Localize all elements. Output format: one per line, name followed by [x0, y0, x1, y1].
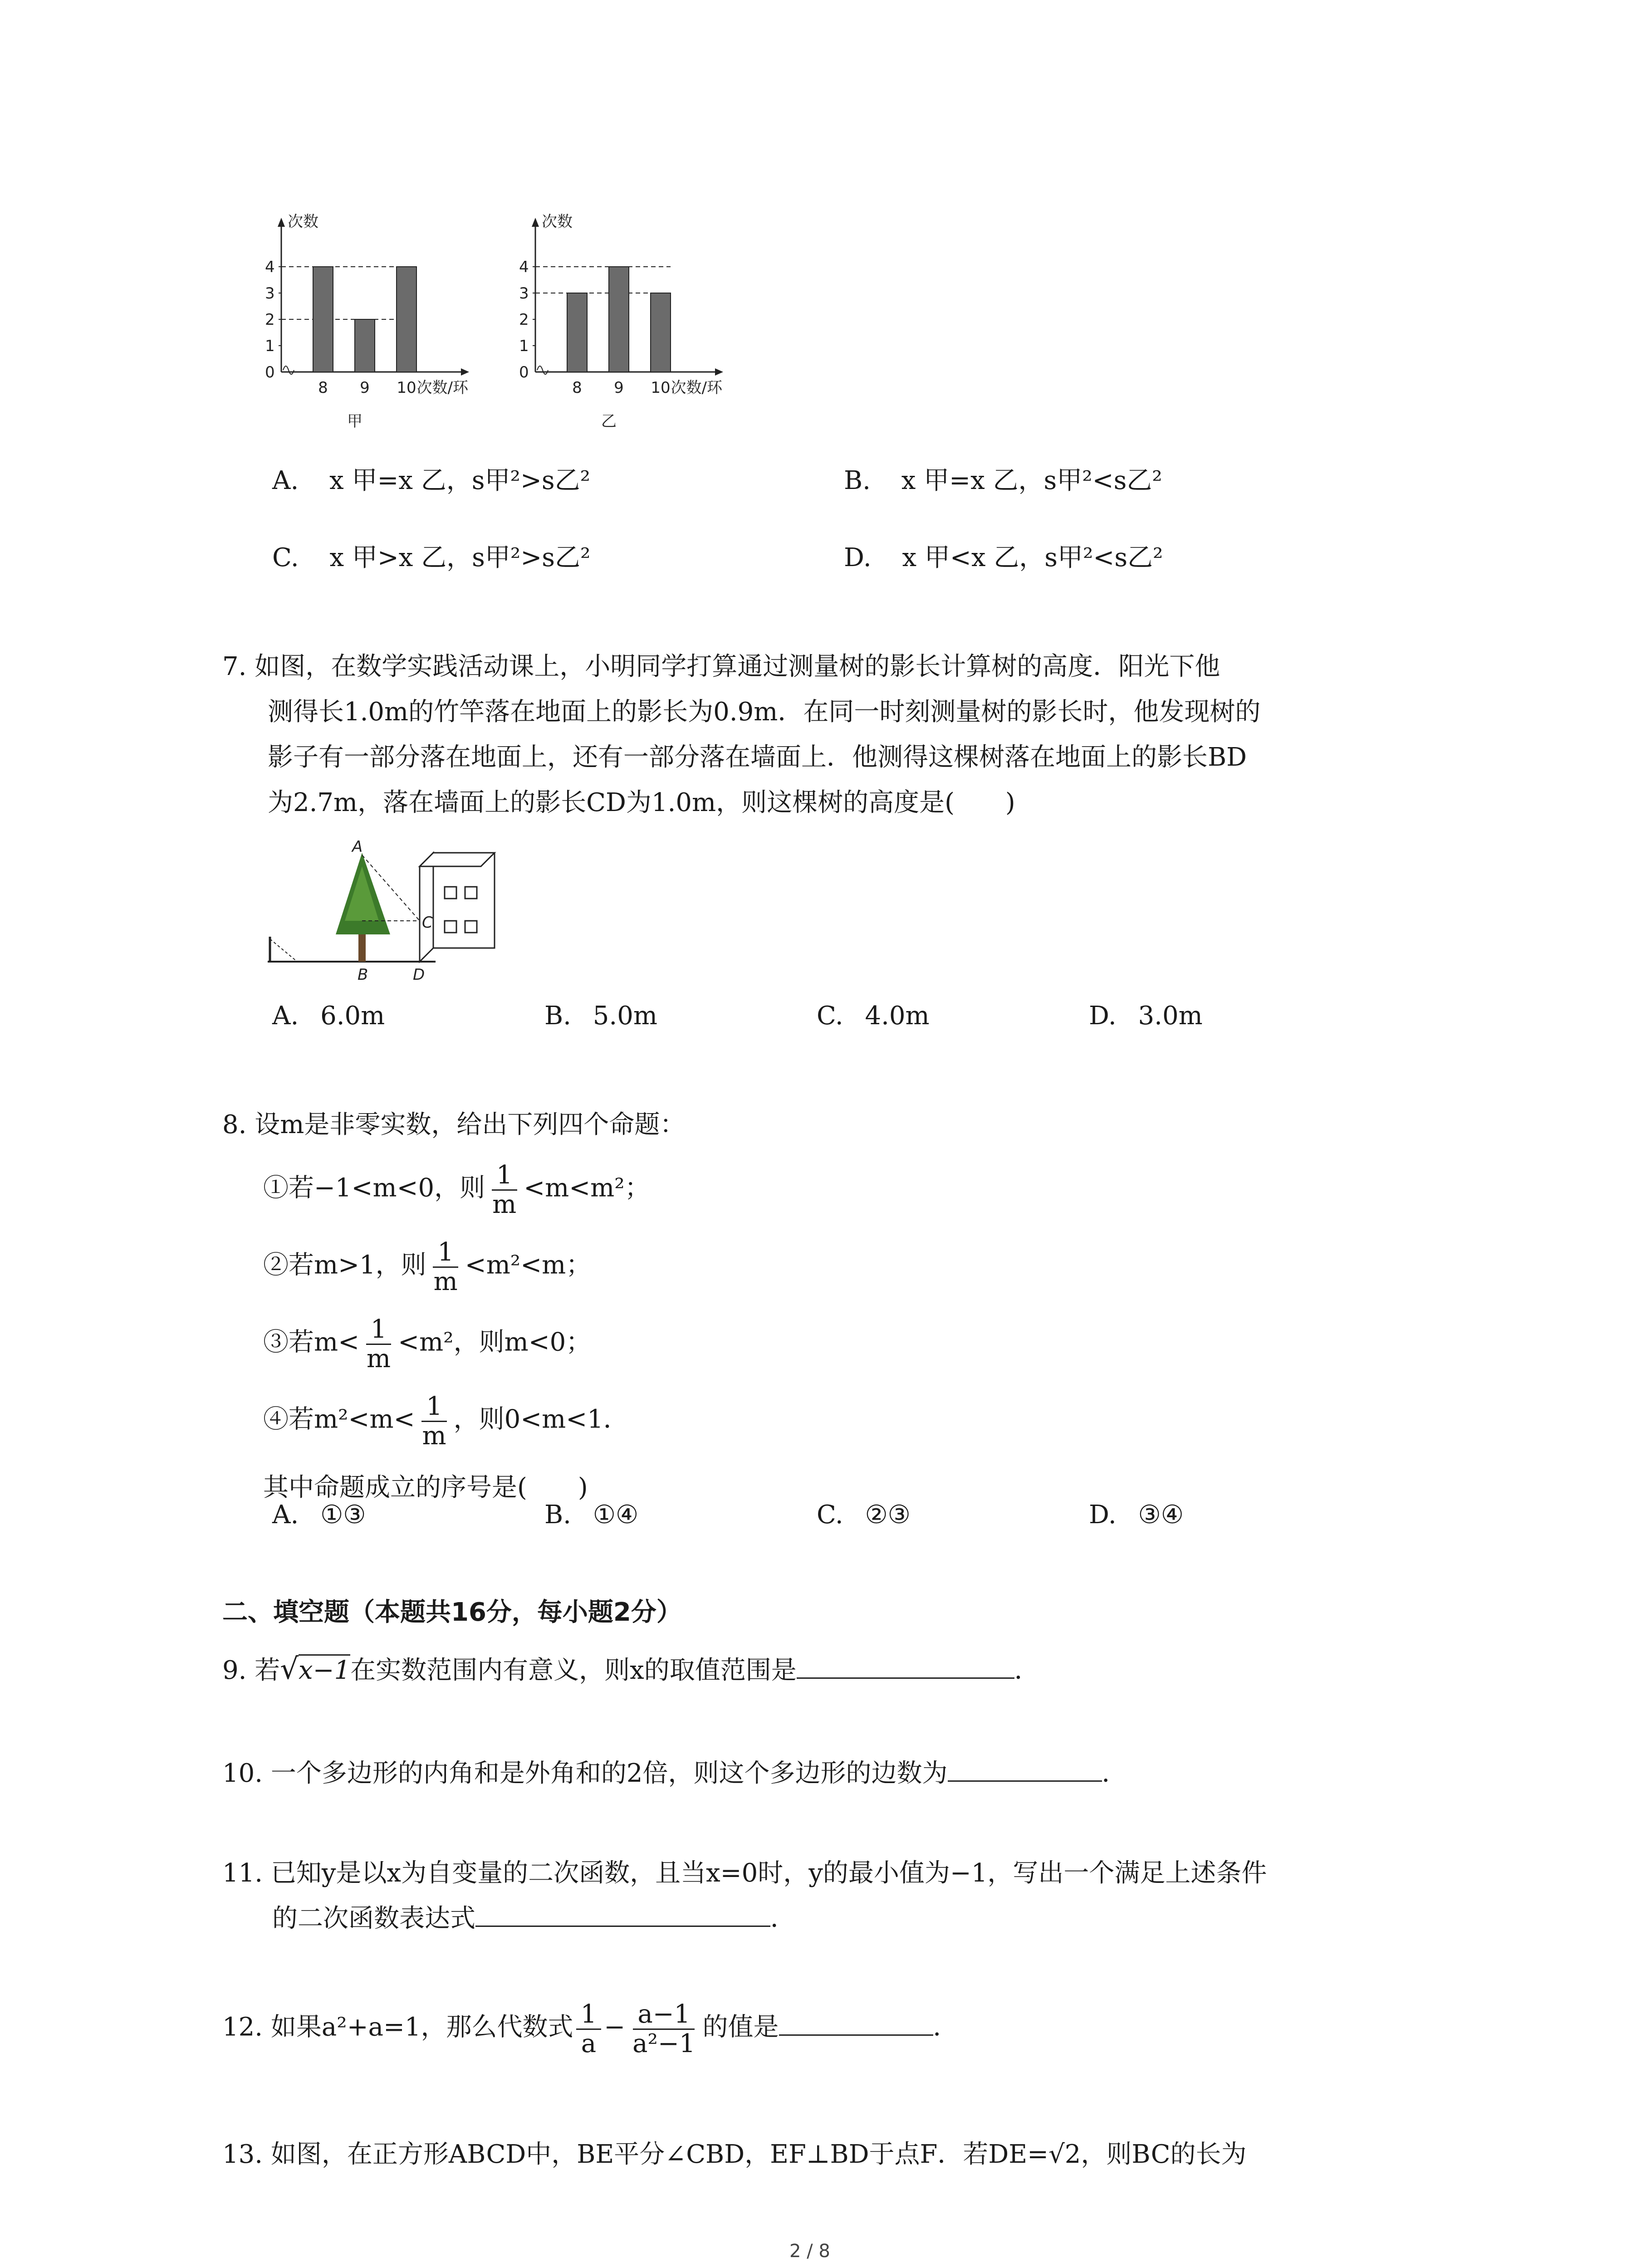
fraction-1-over-m: $\frac{1}{m}$ [422, 1392, 446, 1451]
q13: 13. 如图，在正方形ABCD中，BE平分∠CBD，EF⊥BD于点F．若DE=√2，则BC的长为 [222, 2140, 1247, 2169]
x-tick-label: 10 [397, 379, 416, 397]
y-tick-label: 0 [519, 363, 529, 381]
x-axis-label: 次数/环 [416, 379, 468, 397]
bar-chart-yi [508, 209, 798, 445]
pole-shadow-ray [270, 939, 297, 962]
y-tick-label: 2 [519, 311, 529, 329]
bar-9 [609, 267, 629, 372]
bar-10 [651, 293, 671, 372]
option-text: 6.0m [320, 1001, 385, 1031]
q7-option-b[interactable] [544, 998, 657, 1034]
y-tick-label: 3 [519, 284, 529, 303]
option-letter: A. [272, 1500, 299, 1530]
axis-break [283, 366, 294, 374]
y-tick-label: 3 [265, 284, 275, 303]
q7-line-3: 影子有一部分落在地面上，还有一部分落在墙面上．他测得这棵树落在地面上的影长BD [268, 743, 1247, 772]
q8-proposition-4: ④若m²<m< $\frac{1}{m}$ ，则0<m<1． [263, 1392, 629, 1451]
fraction-1-over-m: $\frac{1}{m}$ [492, 1160, 517, 1219]
q7-line-1: 7. 如图，在数学实践活动课上，小明同学打算通过测量树的影长计算树的高度．阳光下他 [222, 652, 1220, 681]
bar-chart-jia [254, 209, 526, 445]
y-tick-label: 2 [265, 311, 275, 329]
q8-stem: 8. 设m是非零实数，给出下列四个命题： [222, 1110, 686, 1139]
fraction-1-over-a: $\frac{1}{a}$ [576, 2000, 602, 2058]
option-text: x 甲=x 乙，s甲²>s乙² [329, 466, 591, 495]
bar-8 [313, 267, 333, 372]
building-side [420, 853, 433, 962]
q10: 10. 一个多边形的内角和是外角和的2倍，则这个多边形的边数为 ． [222, 1759, 1127, 1788]
option-text: 4.0m [865, 1001, 930, 1031]
y-tick-label: 1 [519, 337, 529, 355]
option-text: ③④ [1138, 1500, 1184, 1530]
option-text: ①③ [320, 1500, 366, 1530]
option-letter: C. [272, 543, 299, 572]
answer-blank[interactable] [797, 1673, 1014, 1679]
q8-option-b[interactable] [544, 1497, 638, 1533]
q8-option-d[interactable] [1089, 1497, 1184, 1533]
answer-blank[interactable] [779, 2030, 933, 2036]
q11-line-2: 的二次函数表达式 ． [272, 1904, 796, 1933]
option-text: x 甲<x 乙，s甲²<s乙² [902, 543, 1163, 572]
q8-proposition-1: ①若−1<m<0，则 $\frac{1}{m}$ <m<m²； [263, 1160, 650, 1219]
y-axis-arrow [532, 218, 539, 227]
q9: 9. 若√x−1在实数范围内有意义，则x的取值范围是 ． [222, 1652, 1040, 1686]
q8-option-c[interactable] [817, 1497, 911, 1533]
option-text: x 甲=x 乙，s甲²<s乙² [901, 466, 1162, 495]
answer-blank[interactable] [948, 1776, 1102, 1782]
chart-caption: 甲 [347, 412, 362, 430]
section-2-heading: 二、填空题（本题共16分，每小题2分） [222, 1598, 682, 1627]
bar-9 [355, 319, 375, 372]
q8-proposition-2: ②若m>1，则 $\frac{1}{m}$ <m²<m； [263, 1237, 592, 1296]
label-c: C [422, 914, 433, 932]
q12: 12. 如果a²+a=1，那么代数式 $\frac{1}{a}$ − $\frac{a-1}{\text{a²−1}}$ 的值是 ． [222, 1999, 959, 2058]
label-d: D [413, 966, 425, 984]
q7-line-2: 测得长1.0m的竹竿落在地面上的影长为0.9m．在同一时刻测量树的影长时，他发现树的 [268, 697, 1261, 727]
q8-proposition-3: ③若m< $\frac{1}{m}$ <m²，则m<0； [263, 1315, 592, 1374]
q7-option-c[interactable] [817, 998, 930, 1034]
option-letter: C. [817, 1500, 843, 1530]
option-text: 3.0m [1138, 1001, 1203, 1031]
option-text: ①④ [593, 1500, 639, 1530]
x-axis-arrow [715, 368, 723, 376]
y-axis-label: 次数 [542, 213, 573, 231]
option-letter: D. [1089, 1001, 1117, 1031]
bar-10 [397, 267, 416, 372]
q7-tree-figure [263, 830, 535, 1002]
q7-line-4: 为2.7m，落在墙面上的影长CD为1.0m，则这棵树的高度是( ) [268, 788, 1015, 817]
chart-caption: 乙 [601, 412, 617, 430]
option-letter: D. [844, 543, 872, 572]
option-letter: A. [272, 466, 299, 495]
x-tick-label: 9 [614, 379, 624, 397]
axis-break [537, 366, 548, 374]
option-letter: B. [544, 1500, 571, 1530]
q7-option-d[interactable] [1089, 998, 1203, 1034]
sqrt-symbol: √ [280, 1652, 299, 1686]
y-tick-label: 4 [519, 258, 529, 276]
y-tick-label: 0 [265, 363, 275, 381]
label-b: B [358, 966, 368, 984]
page-number: 2 / 8 [789, 2241, 830, 2262]
y-tick-label: 1 [265, 337, 275, 355]
q6-option-b[interactable] [844, 463, 1162, 499]
q6-option-c[interactable] [272, 540, 590, 576]
x-axis-arrow [461, 368, 469, 376]
option-text: ②③ [865, 1500, 911, 1530]
answer-blank[interactable] [475, 1921, 770, 1927]
option-text: 5.0m [593, 1001, 657, 1031]
q11-line-1: 11. 已知y是以x为自变量的二次函数，且当x=0时，y的最小值为−1，写出一个满足上述条件 [222, 1858, 1267, 1888]
q6-option-a[interactable] [272, 463, 590, 499]
label-a: A [352, 838, 363, 856]
option-letter: B. [844, 466, 871, 495]
bar-8 [567, 293, 587, 372]
fraction-1-over-m: $\frac{1}{m}$ [433, 1237, 458, 1296]
y-axis-arrow [278, 218, 285, 227]
option-letter: C. [817, 1001, 843, 1031]
option-letter: A. [272, 1001, 299, 1031]
y-tick-label: 4 [265, 258, 275, 276]
q6-option-d[interactable] [844, 540, 1163, 576]
x-tick-label: 8 [318, 379, 328, 397]
option-letter: D. [1089, 1500, 1117, 1530]
x-tick-label: 10 [651, 379, 671, 397]
x-axis-label: 次数/环 [671, 379, 722, 397]
q8-ask: 其中命题成立的序号是( ) [263, 1473, 588, 1502]
q7-option-a[interactable] [272, 998, 385, 1034]
option-letter: B. [544, 1001, 571, 1031]
option-text: x 甲>x 乙，s甲²>s乙² [329, 543, 591, 572]
x-tick-label: 9 [360, 379, 370, 397]
x-tick-label: 8 [572, 379, 582, 397]
q8-option-a[interactable] [272, 1497, 366, 1533]
fraction-a-minus-1-over-a2-minus-1: $\frac{a-1}{\text{a²−1}}$ [632, 1999, 696, 2058]
fraction-1-over-m: $\frac{1}{m}$ [367, 1315, 391, 1374]
y-axis-label: 次数 [288, 213, 318, 231]
